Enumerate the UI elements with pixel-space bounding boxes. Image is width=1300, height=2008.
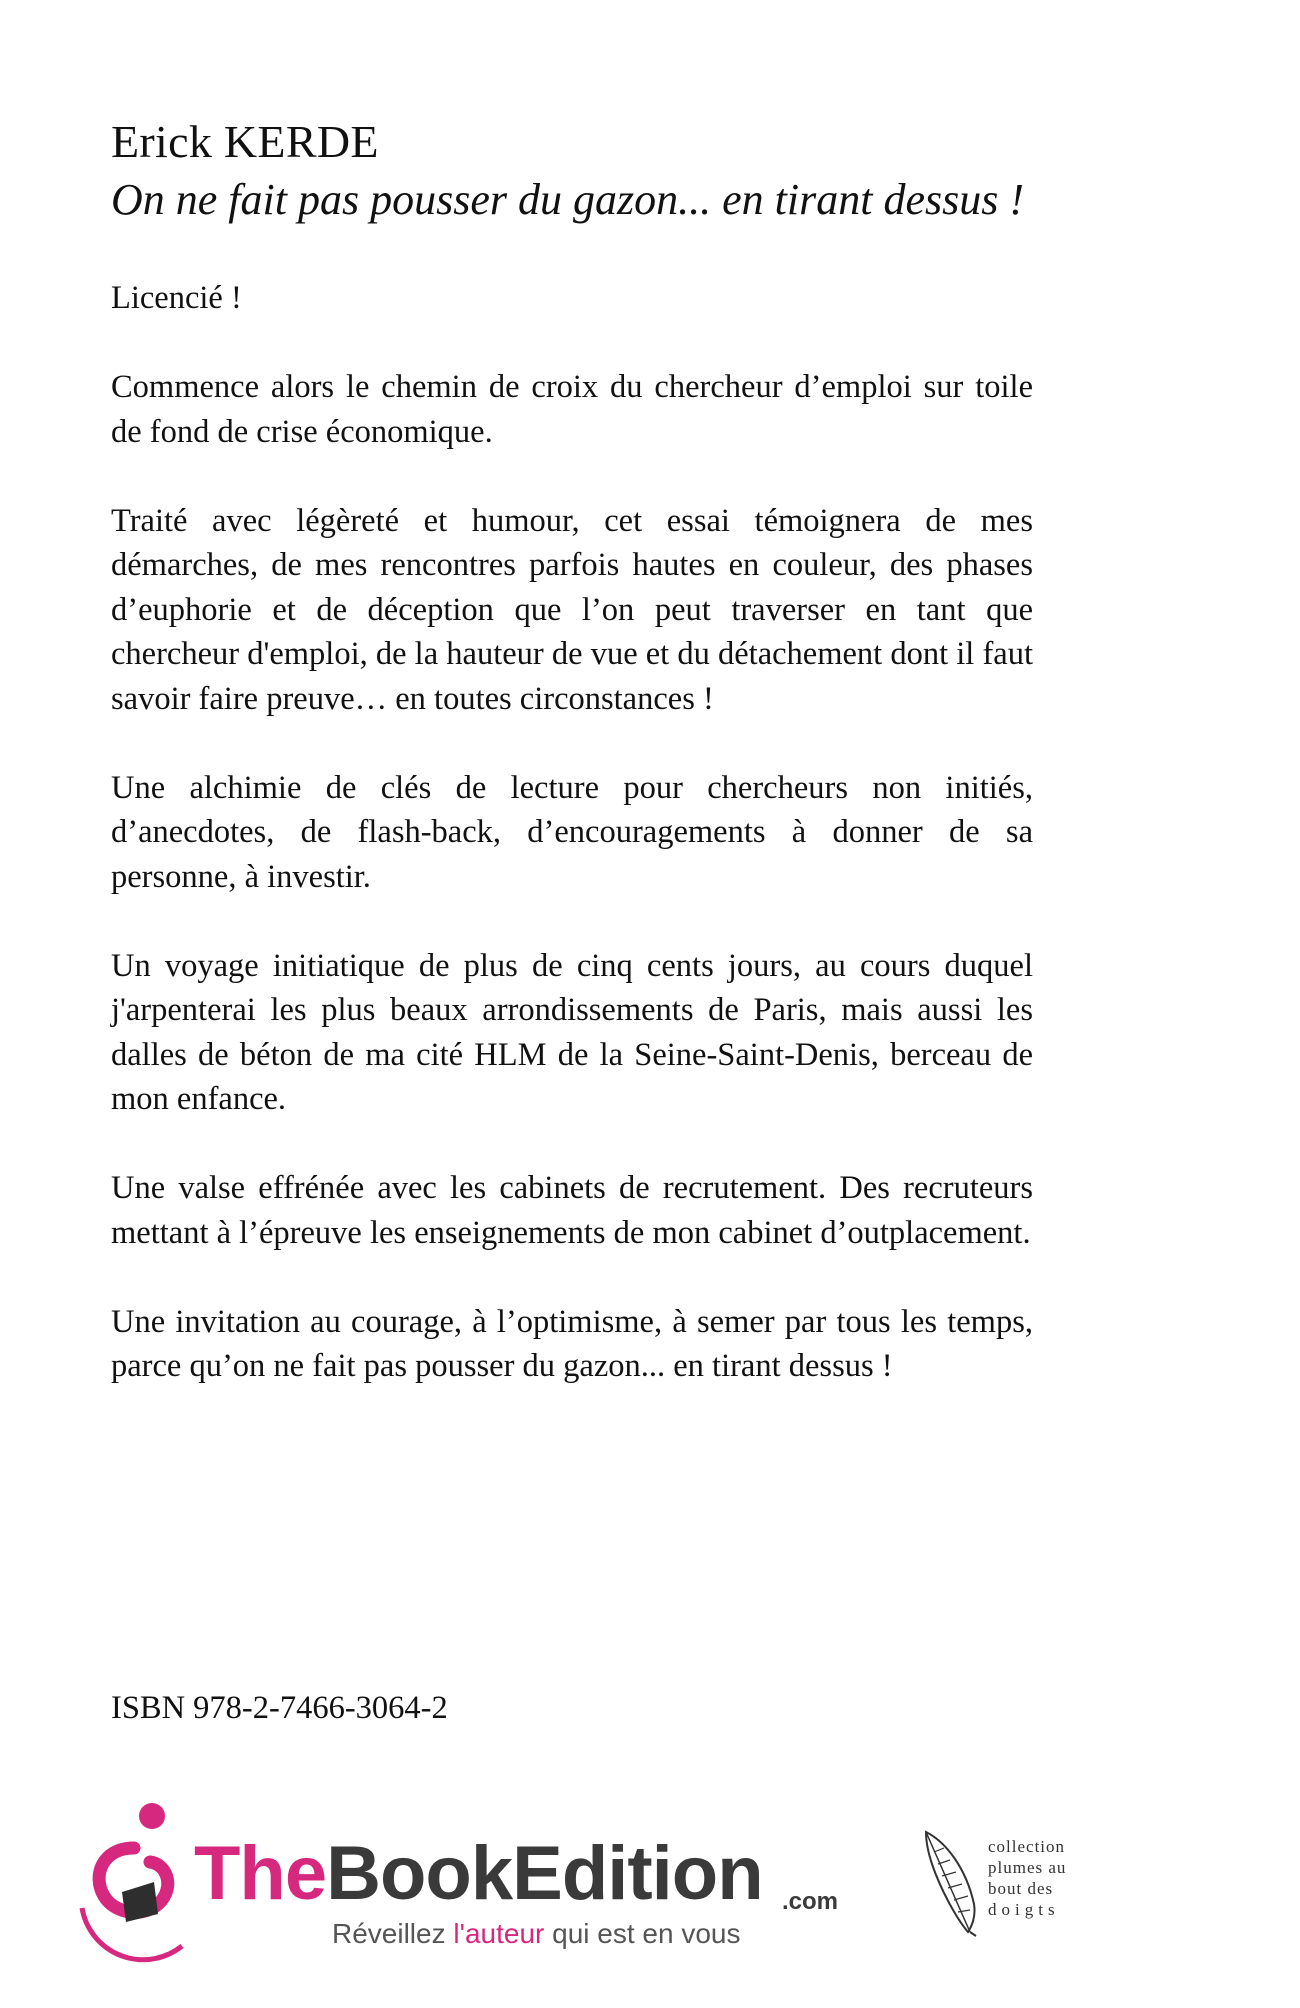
collection-line: plumes au [988, 1858, 1067, 1877]
publisher-logo [62, 1796, 862, 1966]
blurb-paragraph: Traité avec légèreté et humour, cet essai témoignera de mes démarches, de mes rencontres parfois hautes en couleur, des phases d’euphorie et de déception que l’on peut traverser en tant que chercheur d'emploi, de la hauteur de vue et du détachement dont il faut savoir faire preuve… en toutes circonstances ! [111, 502, 1033, 717]
blurb [111, 276, 1033, 1433]
tagline-start: Réveillez [332, 1918, 454, 1949]
publisher-logo-icon [62, 1796, 212, 1966]
tagline-accent: l'auteur [453, 1918, 545, 1949]
tagline-end: qui est en vous [544, 1918, 741, 1949]
blurb-paragraph: Une invitation au courage, à l’optimisme, à semer par tous les temps, parce qu’on ne fait pas pousser du gazon... en tirant dessus ! [111, 1303, 1033, 1384]
wordmark-the: The [194, 1831, 327, 1916]
blurb-paragraph: Licencié ! [111, 280, 242, 316]
collection-line: bout des [988, 1879, 1054, 1898]
wordmark-bookedition: BookEdition [326, 1831, 763, 1916]
blurb-paragraph: Une valse effrénée avec les cabinets de recrutement. Des recruteurs mettant à l’épreuve les enseignements de mon cabinet d’outplacement. [111, 1170, 1033, 1251]
collection-label [988, 1836, 1066, 1920]
collection-line: collection [988, 1837, 1066, 1856]
isbn: ISBN 978-2-7466-3064-2 [111, 1690, 448, 1726]
author-name: Erick KERDE [111, 116, 379, 167]
blurb-paragraph: Une alchimie de clés de lecture pour chercheurs non initiés, d’anecdotes, de flash-back, d’encouragements à donner de sa personne, à investir. [111, 769, 1033, 895]
publisher-tagline [332, 1918, 740, 1950]
collection-mark [920, 1828, 1100, 1938]
wordmark-dotcom: .com [782, 1888, 839, 1915]
collection-line: doigts [988, 1900, 1060, 1919]
blurb-paragraph: Un voyage initiatique de plus de cinq cents jours, au cours duquel j'arpenterai les plus beaux arrondissements de Paris, mais aussi les dalles de béton de ma cité HLM de la Seine-Saint-Denis, berceau de mon enfance. [111, 947, 1033, 1117]
blurb-paragraph: Commence alors le chemin de croix du chercheur d’emploi sur toile de fond de crise économique. [111, 369, 1033, 450]
publisher-wordmark [194, 1831, 763, 1916]
book-title: On ne fait pas pousser du gazon... en tirant dessus ! [111, 175, 1024, 224]
quill-icon [920, 1828, 982, 1938]
